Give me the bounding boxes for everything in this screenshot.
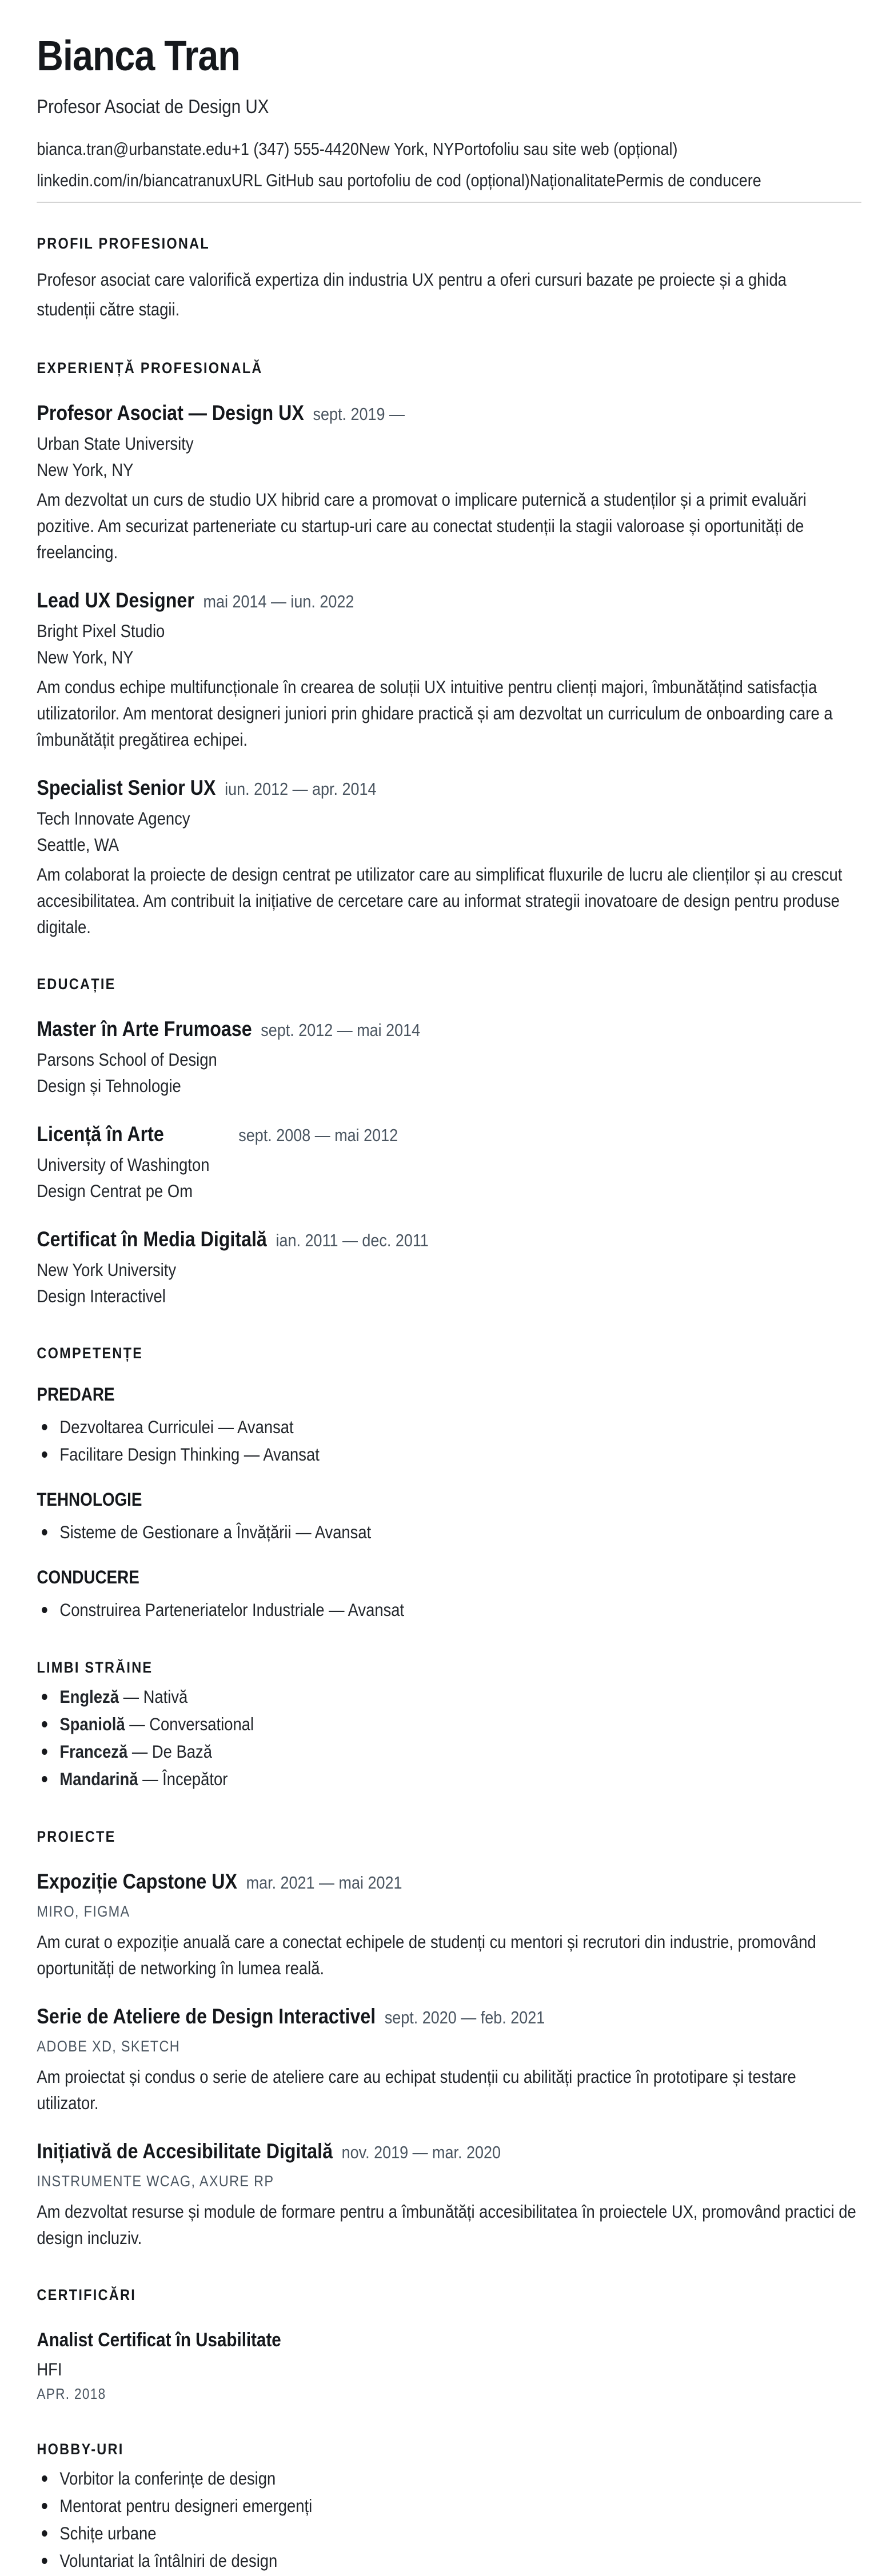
language-separator: — <box>118 1686 143 1707</box>
job-description: Am colaborat la proiecte de design centrat pe utilizator care au simplificat fluxurile de lucru ale clienților și au crescut accesibilitatea. Am contribuit la inițiative de cercetare care au informat strategii inovatoare de design pentru produse digitale. <box>37 864 843 937</box>
language-separator: — <box>127 1741 152 1762</box>
field-of-study: Design Interactivel <box>37 1286 166 1306</box>
contact-nationality: Naționalitate <box>529 170 616 190</box>
project-tools: INSTRUMENTE WCAG, AXURE RP <box>37 2173 274 2190</box>
section-profile <box>37 234 861 324</box>
project-entry <box>37 1868 861 1981</box>
section-skills <box>37 1343 861 1623</box>
hobby-item: Voluntariat la întâlniri de design <box>37 2547 861 2574</box>
project-dates: nov. 2019 — mar. 2020 <box>341 2142 501 2162</box>
section-heading-hobbies: HOBBY-URI <box>37 2441 124 2458</box>
project-entry <box>37 2138 861 2251</box>
skill-group <box>37 1564 861 1623</box>
contact-github: URL GitHub sau portofoliu de cod (opțional) <box>231 170 530 190</box>
degree-title: Licență în Arte <box>37 1122 164 1146</box>
language-item <box>37 1710 861 1738</box>
job-company: Bright Pixel Studio <box>37 621 165 641</box>
skill-group <box>37 1486 861 1546</box>
section-certifications <box>37 2285 861 2405</box>
section-projects <box>37 1827 861 2251</box>
job-company: Urban State University <box>37 433 194 454</box>
certification-issuer: HFI <box>37 2359 62 2379</box>
job-location: Seattle, WA <box>37 834 119 855</box>
hobby-item: Mentorat pentru designeri emergenți <box>37 2492 861 2519</box>
degree-title: Master în Arte Frumoase <box>37 1017 252 1041</box>
job-title-row <box>37 587 861 615</box>
skill-item: Dezvoltarea Curriculei — Avansat <box>37 1413 861 1441</box>
skill-group-title: PREDARE <box>37 1384 115 1405</box>
job-title: Profesor Asociat — Design UX <box>37 401 304 425</box>
degree-title-row <box>37 1226 861 1254</box>
language-item <box>37 1765 861 1793</box>
job-location: New York, NY <box>37 459 134 480</box>
field-of-study: Design și Tehnologie <box>37 1075 181 1096</box>
job-dates: mai 2014 — iun. 2022 <box>203 591 354 611</box>
resume-header <box>37 32 861 203</box>
job-dates: iun. 2012 — apr. 2014 <box>225 779 377 799</box>
section-heading-experience: EXPERIENȚĂ PROFESIONALĂ <box>37 359 263 377</box>
project-title: Serie de Ateliere de Design Interactivel <box>37 2005 376 2028</box>
skill-list <box>37 1518 861 1546</box>
language-level: De Bază <box>151 1741 212 1762</box>
degree-dates: ian. 2011 — dec. 2011 <box>276 1230 429 1250</box>
job-description: Am dezvoltat un curs de studio UX hibrid care a promovat o implicare puternică a studenților și a primit evaluări pozitive. Am securizat parteneriate cu startup-uri care au conectat studenții la stagii valoroase și oportunități de freelancing. <box>37 489 807 562</box>
project-entry <box>37 2003 861 2116</box>
skill-group-title: TEHNOLOGIE <box>37 1489 142 1510</box>
degree-title-row <box>37 1015 861 1044</box>
job-company: Tech Innovate Agency <box>37 808 190 829</box>
section-heading-skills: COMPETENȚE <box>37 1345 143 1362</box>
language-level: Conversational <box>149 1714 254 1734</box>
section-experience <box>37 358 861 940</box>
project-description: Am proiectat și condus o serie de ateliere care au echipat studenții cu abilități practice în prototipare și testare utilizator. <box>37 2066 796 2113</box>
field-of-study: Design Centrat pe Om <box>37 1181 193 1201</box>
school-name: New York University <box>37 1259 177 1280</box>
contact-location: New York, NY <box>358 139 454 159</box>
education-entry <box>37 1015 861 1099</box>
skill-item: Sisteme de Gestionare a Învățării — Avansat <box>37 1518 861 1546</box>
language-name: Franceză <box>59 1741 128 1762</box>
job-title-row <box>37 399 861 428</box>
section-education <box>37 974 861 1309</box>
education-entry <box>37 1121 861 1204</box>
job-location: New York, NY <box>37 647 134 667</box>
degree-title: Certificat în Media Digitală <box>37 1227 267 1251</box>
language-level: Începător <box>162 1769 228 1789</box>
job-entry <box>37 587 861 753</box>
language-separator: — <box>138 1769 163 1789</box>
project-description: Am curat o expoziție anuală care a conectat echipele de studenți cu mentori și recrutori din industrie, promovând oportunități de networking în lumea reală. <box>37 1931 816 1978</box>
degree-title-row <box>37 1121 861 1149</box>
project-tools: ADOBE XD, SKETCH <box>37 2038 180 2055</box>
skill-item: Construirea Parteneriatelor Industriale — Avansat <box>37 1596 861 1623</box>
certification-name: Analist Certificat în Usabilitate <box>37 2329 281 2351</box>
job-dates: sept. 2019 — <box>313 404 405 424</box>
language-level: Nativă <box>143 1686 188 1707</box>
contact-phone: +1 (347) 555-4420 <box>232 139 359 159</box>
contact-portfolio: Portofoliu sau site web (opțional) <box>454 139 678 159</box>
section-heading-profile: PROFIL PROFESIONAL <box>37 235 210 252</box>
name-heading: Bianca Tran <box>37 32 240 79</box>
job-description: Am condus echipe multifuncționale în crearea de soluții UX intuitive pentru clienți majori, îmbunătățind satisfacția utilizatorilor. Am mentorat designeri juniori prin ghidare practică și am dezvoltat un curriculum de onboarding care a îmbunătățit pregătirea echipei. <box>37 677 833 750</box>
language-list <box>37 1683 861 1793</box>
contact-line-2 <box>37 167 861 194</box>
profile-summary: Profesor asociat care valorifică expertiza din industria UX pentru a oferi cursuri bazate pe proiecte și a ghida studenții către stagii. <box>37 269 787 319</box>
language-item <box>37 1738 861 1765</box>
project-dates: sept. 2020 — feb. 2021 <box>384 2007 545 2027</box>
contact-block <box>37 136 861 194</box>
hobby-list <box>37 2465 861 2574</box>
degree-dates: sept. 2012 — mai 2014 <box>261 1020 421 1040</box>
section-heading-languages: LIMBI STRĂINE <box>37 1659 153 1676</box>
section-heading-projects: PROIECTE <box>37 1828 116 1845</box>
section-heading-certifications: CERTIFICĂRI <box>37 2286 137 2303</box>
section-hobbies <box>37 2439 861 2574</box>
section-heading-education: EDUCAȚIE <box>37 975 116 993</box>
skill-group <box>37 1381 861 1468</box>
project-dates: mar. 2021 — mai 2021 <box>246 1873 402 1893</box>
job-title: Lead UX Designer <box>37 589 194 612</box>
school-name: Parsons School of Design <box>37 1049 217 1070</box>
header-divider <box>37 202 861 203</box>
project-title-row <box>37 2003 861 2031</box>
school-name: University of Washington <box>37 1154 210 1175</box>
certification-entry <box>37 2326 861 2405</box>
hobby-item: Schițe urbane <box>37 2519 861 2547</box>
skill-group-title: CONDUCERE <box>37 1567 139 1587</box>
project-title-row <box>37 2138 861 2166</box>
project-title: Inițiativă de Accesibilitate Digitală <box>37 2139 333 2163</box>
language-name: Mandarină <box>59 1769 138 1789</box>
education-entry <box>37 1226 861 1309</box>
contact-driving-license: Permis de conducere <box>615 170 761 190</box>
contact-line-1 <box>37 136 861 162</box>
project-tools: MIRO, FIGMA <box>37 1903 130 1920</box>
job-title-subtitle: Profesor Asociat de Design UX <box>37 96 269 118</box>
job-title: Specialist Senior UX <box>37 776 216 799</box>
contact-email: bianca.tran@urbanstate.edu <box>37 139 232 159</box>
degree-dates: sept. 2008 — mai 2012 <box>238 1125 398 1145</box>
language-name: Engleză <box>59 1686 119 1707</box>
certification-date: APR. 2018 <box>37 2385 106 2402</box>
hobby-item: Vorbitor la conferințe de design <box>37 2465 861 2492</box>
skill-list <box>37 1413 861 1468</box>
project-title-row <box>37 1868 861 1897</box>
skill-item: Facilitare Design Thinking — Avansat <box>37 1441 861 1468</box>
project-title: Expoziție Capstone UX <box>37 1870 237 1893</box>
contact-linkedin: linkedin.com/in/biancatranux <box>37 170 232 190</box>
job-entry <box>37 399 861 565</box>
section-languages <box>37 1658 861 1793</box>
language-item <box>37 1683 861 1710</box>
job-entry <box>37 774 861 940</box>
job-title-row <box>37 774 861 803</box>
language-separator: — <box>125 1714 150 1734</box>
project-description: Am dezvoltat resurse și module de formare pentru a îmbunătăți accesibilitatea în proiectele UX, promovând practici de design incluziv. <box>37 2201 856 2248</box>
language-name: Spaniolă <box>59 1714 125 1734</box>
skill-list <box>37 1596 861 1623</box>
